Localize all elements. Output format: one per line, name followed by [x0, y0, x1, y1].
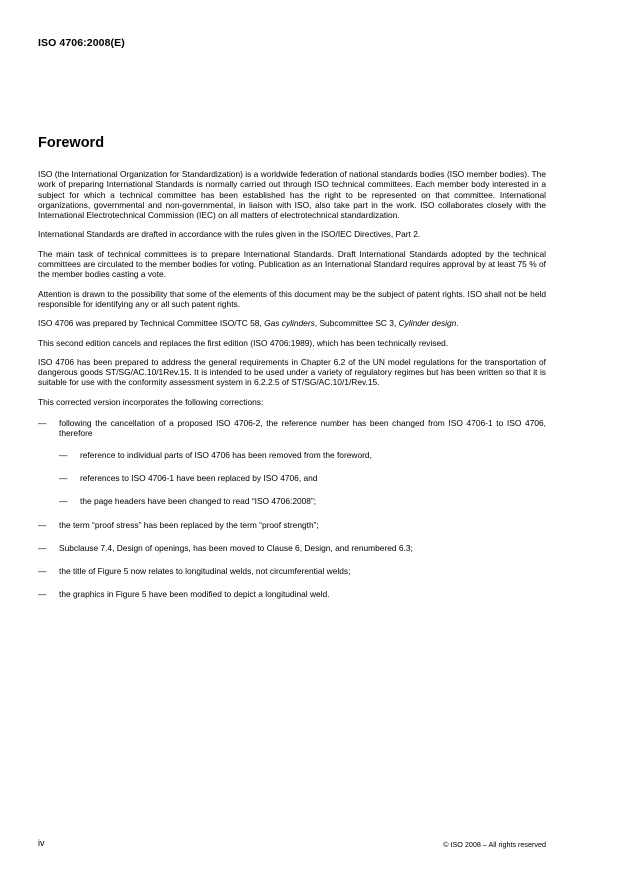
dash-bullet: —	[59, 472, 68, 483]
list-item	[38, 589, 546, 599]
dash-bullet: —	[38, 418, 47, 429]
paragraph-corrections-intro: This corrected version incorporates the following corrections:	[38, 396, 264, 407]
list-item	[38, 566, 546, 576]
subcommittee-name: Cylinder design	[398, 318, 457, 329]
dash-bullet: —	[38, 519, 47, 530]
list-item-text: following the cancellation of a proposed ISO 4706-2, the reference number has been changed from ISO 4706-1 to ISO 4706, therefore	[59, 418, 546, 439]
copyright-notice: © ISO 2008 – All rights reserved	[443, 840, 546, 849]
sub-list-item	[59, 473, 546, 483]
list-item-text: reference to individual parts of ISO 4706 has been removed from the foreword,	[80, 449, 372, 460]
prepared-by-text-1: ISO 4706 was prepared by Technical Committee ISO/TC 58,	[38, 318, 265, 329]
paragraph-directives: International Standards are drafted in accordance with the rules given in the ISO/IEC Directives, Part 2.	[38, 229, 421, 240]
dash-bullet: —	[59, 496, 68, 507]
dash-bullet: —	[38, 589, 47, 600]
sub-list-item	[59, 450, 546, 460]
dash-bullet: —	[38, 542, 47, 553]
list-item-text: the term “proof stress” has been replaced by the term “proof strength”;	[59, 519, 319, 530]
paragraph-patent: Attention is drawn to the possibility that some of the elements of this document may be the subject of patent rights. ISO shall not be held responsible for identifying any or all such patent rights.	[38, 288, 546, 309]
foreword-section	[38, 134, 546, 611]
foreword-heading: Foreword	[38, 135, 105, 151]
list-item-text: the title of Figure 5 now relates to longitudinal welds, not circumferential welds;	[59, 566, 351, 577]
paragraph-iso-intro: ISO (the International Organization for Standardization) is a worldwide federation of national standards bodies (ISO member bodies). The work of preparing International Standards is normally carried out through ISO technical committees. Each member body interested in a subject for which a technical committee has been established has the right to be represented on that committee. International organizations, governmental and non-governmental, in liaison with ISO, also take part in the work. ISO collaborates closely with the International Electrotechnical Commission (IEC) on all matters of electrotechnical standardization.	[38, 169, 546, 221]
dash-bullet: —	[38, 566, 47, 577]
prepared-by-text-3: .	[456, 318, 459, 329]
document-header-id: ISO 4706:2008(E)	[38, 37, 125, 49]
list-item-text: Subclause 7.4, Design of openings, has been moved to Clause 6, Design, and renumbered 6.3;	[59, 542, 413, 553]
list-item	[38, 418, 546, 439]
page-number: iv	[38, 838, 45, 848]
sub-list-item	[59, 496, 546, 506]
committee-name: Gas cylinders	[264, 318, 315, 329]
list-item	[38, 520, 546, 530]
list-item	[38, 543, 546, 553]
paragraph-committees: The main task of technical committees is to prepare International Standards. Draft International Standards adopted by the technical committees are circulated to the member bodies for voting. Publication as an International Standard requires approval by at least 75 % of the member bodies casting a vote.	[38, 248, 546, 280]
dash-bullet: —	[59, 449, 68, 460]
list-item-text: the graphics in Figure 5 have been modified to depict a longitudinal weld.	[59, 589, 330, 600]
paragraph-edition: This second edition cancels and replaces the first edition (ISO 4706:1989), which has been technically revised.	[38, 337, 449, 348]
prepared-by-text-2: , Subcommittee SC 3,	[314, 318, 399, 329]
list-item-text: the page headers have been changed to read “ISO 4706:2008”;	[80, 496, 317, 507]
paragraph-prepared-by	[38, 318, 546, 328]
list-item-text: references to ISO 4706-1 have been replaced by ISO 4706, and	[80, 472, 318, 483]
paragraph-un-regulations: ISO 4706 has been prepared to address the general requirements in Chapter 6.2 of the UN model regulations for the transportation of dangerous goods ST/SG/AC.10/1Rev.15. It is intended to be used under a variety of regulatory regimes but has been written so that it is suitable for use with the conformity assessment system in 6.2.2.5 of ST/SG/AC.10/1/Rev.15.	[38, 356, 546, 388]
